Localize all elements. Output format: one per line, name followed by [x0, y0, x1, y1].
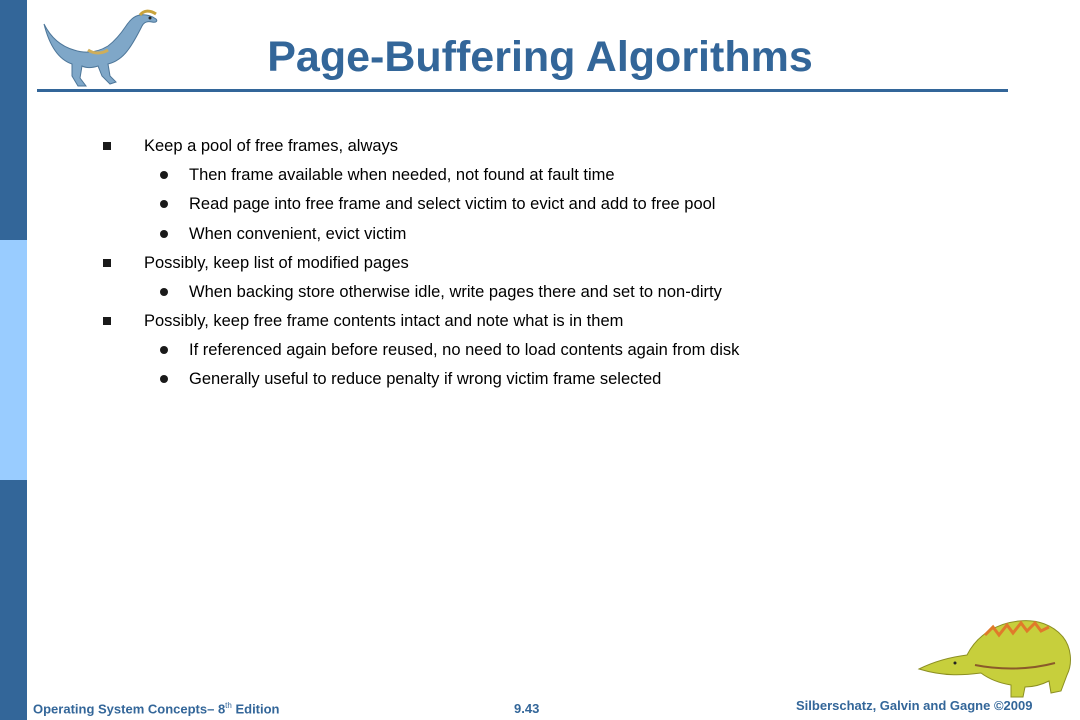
sub-bullet-text: When backing store otherwise idle, write pages there and set to non-dirty	[189, 283, 722, 301]
round-bullet-icon	[160, 288, 168, 296]
square-bullet-icon	[103, 317, 111, 325]
bullet-text: Possibly, keep free frame contents intact and note what is in them	[144, 312, 624, 330]
footer-book-title-suffix: Edition	[231, 701, 280, 717]
round-bullet-icon	[160, 200, 168, 208]
footer-page-number: 9.43	[514, 701, 540, 716]
footer-book-title-sup: th	[225, 701, 232, 710]
round-bullet-icon	[160, 171, 168, 179]
round-bullet-icon	[160, 230, 168, 238]
sub-bullet-text: Read page into free frame and select victim to evict and add to free pool	[189, 195, 716, 213]
sub-bullet-text: Then frame available when needed, not found at fault time	[189, 166, 615, 184]
square-bullet-icon	[103, 259, 111, 267]
slide-title: Page-Buffering Algorithms	[267, 33, 813, 81]
round-bullet-icon	[160, 375, 168, 383]
footer-book-title-prefix: Operating System Concepts– 8	[33, 701, 226, 717]
sub-bullet-text: When convenient, evict victim	[189, 225, 407, 243]
round-bullet-icon	[160, 346, 168, 354]
bullet-text: Keep a pool of free frames, always	[144, 137, 399, 155]
footer-copyright: Silberschatz, Galvin and Gagne ©2009	[796, 698, 1033, 713]
dinosaur-bottom-icon	[915, 605, 1075, 701]
sub-bullet-text: If referenced again before reused, no need to load contents again from disk	[189, 341, 740, 359]
footer-book-title	[33, 701, 280, 716]
sub-bullet-text: Generally useful to reduce penalty if wrong victim frame selected	[189, 370, 662, 388]
square-bullet-icon	[103, 142, 111, 150]
bullet-text: Possibly, keep list of modified pages	[144, 254, 409, 272]
